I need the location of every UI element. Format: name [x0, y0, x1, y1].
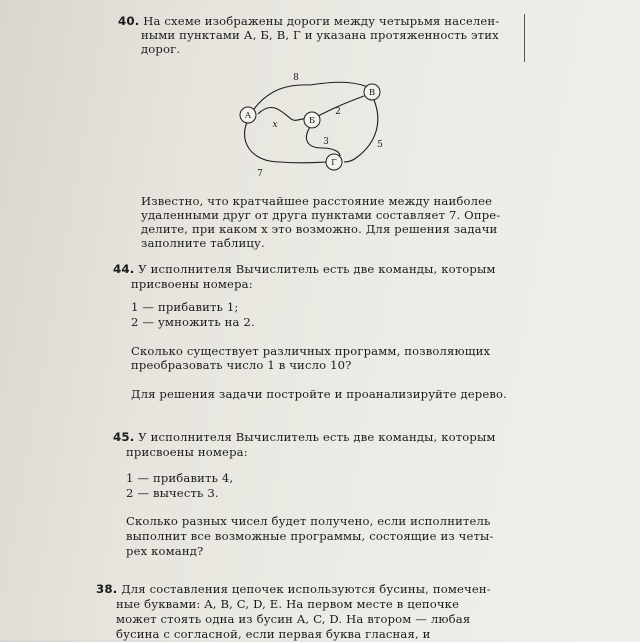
task-40-line-2: ными пунктами А, Б, В, Г и указана протяженность этих [141, 28, 499, 42]
task-45-command-1: 1 — прибавить 4, [126, 471, 234, 485]
task-45-question-1: Сколько разных чисел будет получено, если исполнитель [126, 514, 491, 528]
task-45-command-2: 2 — вычесть 3. [126, 486, 219, 500]
task-40-after-1: Известно, что кратчайшее расстояние между наиболее [141, 194, 493, 208]
edge-label-2: 2 [335, 107, 341, 117]
edge-label-5: 5 [377, 140, 383, 150]
task-40-line-3: дорог. [141, 42, 181, 56]
edge-label-3: 3 [323, 137, 329, 147]
task-38-line-4: бусина с согласной, если первая буква гласная, и [116, 627, 431, 641]
task-44-question-1: Сколько существует различных программ, позволяющих [131, 344, 491, 358]
road-a-b [258, 107, 308, 120]
task-44-line-2: присвоены номера: [131, 277, 253, 291]
node-v-label: В [368, 88, 376, 98]
road-v-g [344, 100, 378, 162]
task-45-number: 45. [113, 430, 135, 444]
task-40-line-1: 40. На схеме изображены дороги между четырьмя населен- [118, 14, 500, 28]
task-44-hint: Для решения задачи постройте и проанализируйте дерево. [131, 387, 507, 401]
road-a-v [254, 82, 368, 109]
node-g-label: Г [331, 158, 337, 168]
task-38-number: 38. [96, 582, 118, 596]
task-45-line-1: 45. У исполнителя Вычислитель есть две команды, которым [113, 430, 496, 444]
task-40-after-2: удаленными друг от друга пунктами составляет 7. Опре- [141, 208, 501, 222]
node-a-label: А [244, 111, 252, 121]
node-b-label: Б [308, 116, 316, 126]
task-38-line-1: 38. Для составления цепочек используются бусины, помечен- [96, 582, 491, 596]
edge-label-7: 7 [257, 169, 263, 179]
margin-line [524, 14, 525, 62]
task-45-question-3: рех команд? [126, 544, 204, 558]
task-44-command-1: 1 — прибавить 1; [131, 300, 239, 314]
road-b-v [318, 96, 364, 116]
edge-label-8: 8 [293, 73, 299, 83]
task-44-question-2: преобразовать число 1 в число 10? [131, 358, 352, 372]
task-44-number: 44. [113, 262, 135, 276]
edge-label-x: x [272, 120, 278, 130]
task-38-line-2: ные буквами: A, B, C, D, E. На первом месте в цепочке [116, 597, 460, 611]
task-44-line-1: 44. У исполнителя Вычислитель есть две команды, которым [113, 262, 496, 276]
task-45-line-2: присвоены номера: [126, 445, 248, 459]
task-40-after-3: делите, при каком x это возможно. Для решения задачи [141, 222, 498, 236]
task-45-question-2: выполнит все возможные программы, состоящие из четы- [126, 529, 494, 543]
road-graph [230, 70, 400, 182]
task-40-number: 40. [118, 14, 140, 28]
task-38-line-3: может стоять одна из бусин A, C, D. На втором — любая [116, 612, 471, 626]
task-40-after-4: заполните таблицу. [141, 236, 265, 250]
task-44-command-2: 2 — умножить на 2. [131, 315, 255, 329]
